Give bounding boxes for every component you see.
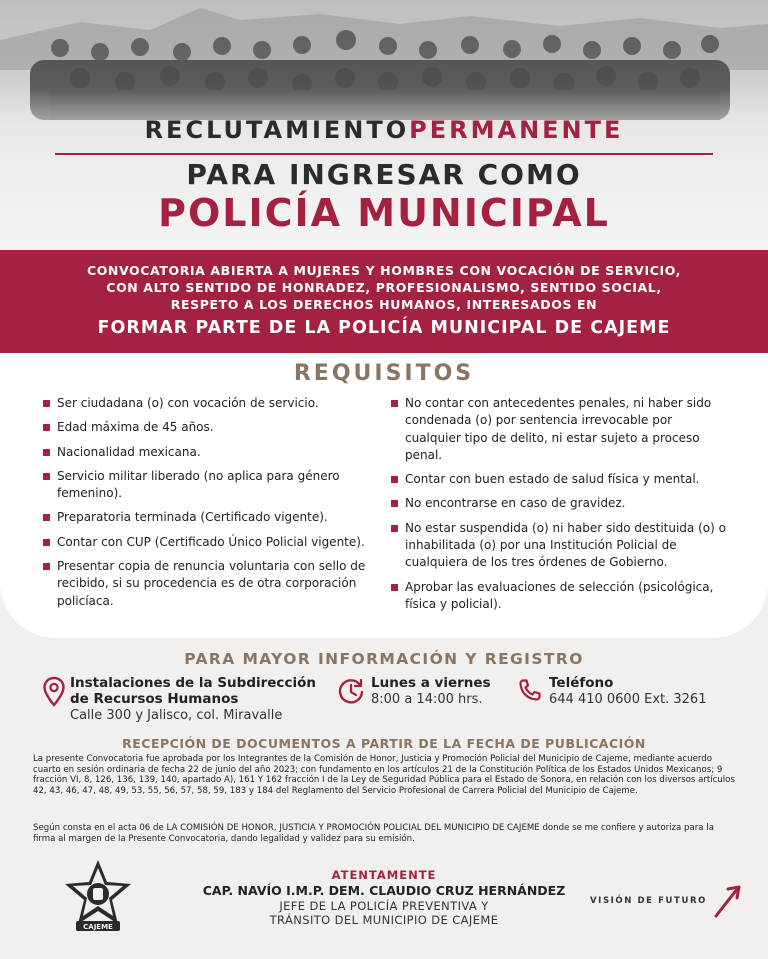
banner-line: RESPETO A LOS DERECHOS HUMANOS, INTERESADOS EN xyxy=(170,297,598,312)
requirements-card xyxy=(0,353,768,638)
vision-arrow-icon xyxy=(712,884,742,920)
requirement-item: Presentar copia de renuncia voluntaria con sello de recibido, si su procedencia es de otra corporación policíaca. xyxy=(43,558,373,610)
signature-title: TRÁNSITO DEL MUNICIPIO DE CAJEME xyxy=(269,913,499,927)
info-hours xyxy=(371,675,511,708)
legal-paragraph: La presente Convocatoria fue aprobada por los Integrantes de la Comisión de Honor, Justicia y Promoción Policial del Municipio de Cajeme, mediante acuerdo cuarto en sesión ordinaria de fecha 22 de junio del año 2023; con fundamento en los artículos 21 de la Constitución Política de los Estados Unidos Mexicanos; 9 fracción VI, 8, 126, 136, 139, 140, apartado A), 161 Y 162 fracción I de la Ley de Seguridad Pública para el Estado de Sonora, en relación con los diversos artículos 42, 43, 46, 47, 48, 49, 53, 55, 56, 57, 58, 59, 183 y 184 del Reglamento del Servicio Profesional de Carrera Policial del Municipio de Cajeme. xyxy=(33,754,735,796)
banner-line: CON ALTO SENTIDO DE HONRADEZ, PROFESIONALISMO, SENTIDO SOCIAL, xyxy=(106,280,662,295)
phone-number: 644 410 0600 Ext. 3261 xyxy=(549,692,707,707)
hours-days: Lunes a viernes xyxy=(371,675,491,691)
headline-divider xyxy=(55,153,713,155)
info-location xyxy=(70,675,340,724)
requirement-item: No contar con antecedentes penales, ni haber sido condenada (o) por sentencia irrevocable por cualquier tipo de delito, ni estar sujeto a proceso penal. xyxy=(391,395,729,464)
legal-paragraph: Según consta en el acta 06 de LA COMISIÓN DE HONOR, JUSTICIA Y PROMOCIÓN POLICIAL DEL MUNICIPIO DE CAJEME donde se me confiere y autoriza para la firma al margen de la Presente Convocatoria, dando legalidad y validez para su emisión. xyxy=(33,823,714,844)
location-line1: Instalaciones de la Subdirección xyxy=(70,675,316,691)
location-address: Calle 300 y Jalisco, col. Miravalle xyxy=(70,708,283,723)
requirements-list-left xyxy=(43,395,373,617)
requirement-item: Ser ciudadana (o) con vocación de servicio. xyxy=(43,395,373,412)
phone-icon xyxy=(518,678,542,702)
location-pin-icon xyxy=(42,676,66,708)
headline-title: POLICÍA MUNICIPAL xyxy=(158,191,610,235)
signature-attentive: ATENTAMENTE xyxy=(331,868,437,882)
badge-label: CAJEME xyxy=(83,923,113,931)
requirement-item: No estar suspendida (o) ni haber sido destituida (o) o inhabilitada (o) por una Institución Policial de cualquiera de los tres órdenes de Gobierno. xyxy=(391,520,729,572)
phone-label: Teléfono xyxy=(549,675,614,691)
banner-highlight: FORMAR PARTE DE LA POLICÍA MUNICIPAL DE CAJEME xyxy=(97,318,671,338)
requirement-item: Contar con CUP (Certificado Único Policial vigente). xyxy=(43,534,373,551)
requirement-item: Servicio militar liberado (no aplica para género femenino). xyxy=(43,468,373,503)
headline-subtitle: PARA INGRESAR COMO xyxy=(186,158,582,191)
requirement-item: Contar con buen estado de salud física y mental. xyxy=(391,471,729,488)
signature-title: JEFE DE LA POLICÍA PREVENTIVA Y xyxy=(279,899,489,913)
clock-icon xyxy=(336,676,366,706)
requirement-item: Nacionalidad mexicana. xyxy=(43,444,373,461)
requirement-item: No encontrarse en caso de gravidez. xyxy=(391,495,729,512)
requirements-list-right xyxy=(391,395,729,620)
hero-section xyxy=(0,0,768,250)
requirement-item: Aprobar las evaluaciones de selección (psicológica, física y policial). xyxy=(391,579,729,614)
location-line2: de Recursos Humanos xyxy=(70,691,239,707)
brand-slogan: VISIÓN DE FUTURO xyxy=(590,896,707,906)
signature-name: CAP. NAVÍO I.M.P. DEM. CLAUDIO CRUZ HERNÁNDEZ xyxy=(202,883,566,898)
call-banner xyxy=(0,250,768,353)
requirements-title: REQUISITOS xyxy=(293,361,475,386)
info-phone xyxy=(549,675,739,708)
banner-line: CONVOCATORIA ABIERTA A MUJERES Y HOMBRES CON VOCACIÓN DE SERVICIO, xyxy=(86,263,682,278)
requirement-item: Preparatoria terminada (Certificado vigente). xyxy=(43,509,373,526)
headline-recruitment: RECLUTAMIENTOPERMANENTE xyxy=(144,116,624,144)
reception-notice: RECEPCIÓN DE DOCUMENTOS A PARTIR DE LA FECHA DE PUBLICACIÓN xyxy=(122,736,646,751)
info-title: PARA MAYOR INFORMACIÓN Y REGISTRO xyxy=(184,650,584,668)
hours-time: 8:00 a 14:00 hrs. xyxy=(371,692,483,707)
requirement-item: Edad máxima de 45 años. xyxy=(43,419,373,436)
